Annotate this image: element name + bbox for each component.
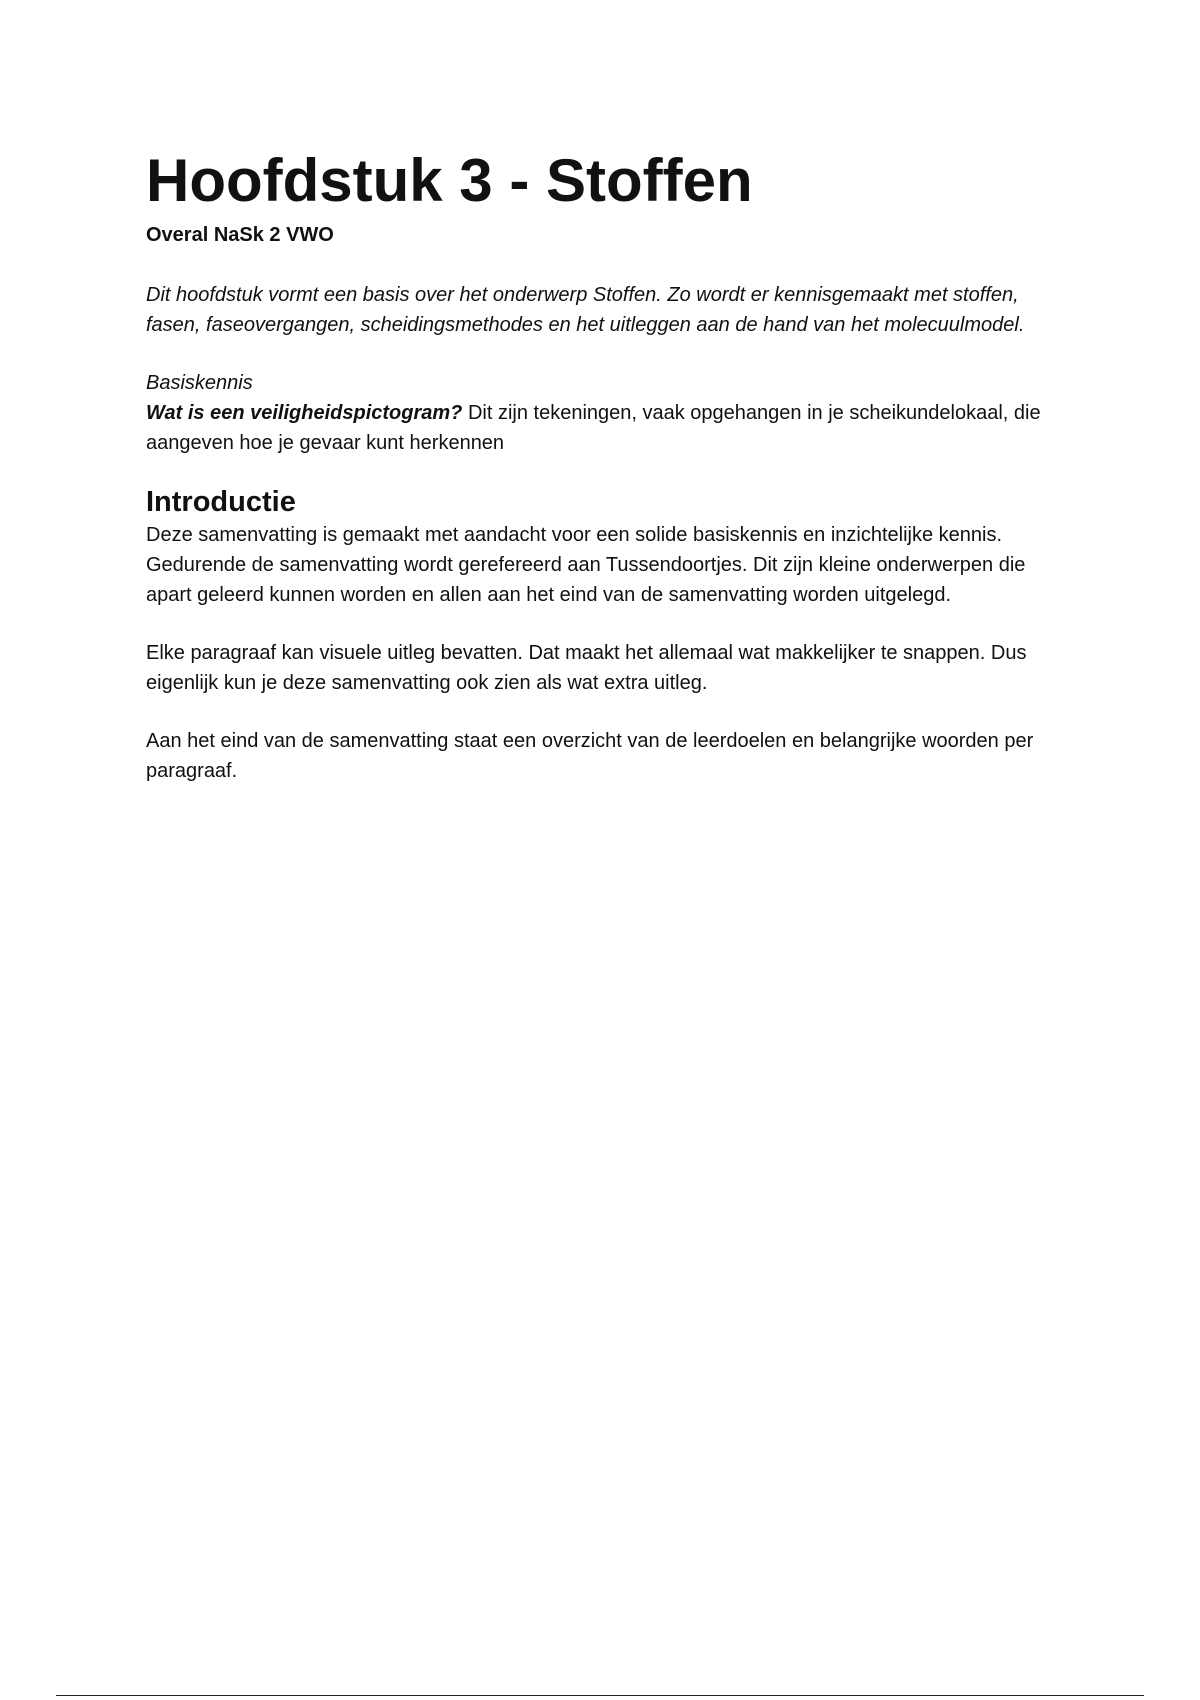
introductie-paragraph-1: Deze samenvatting is gemaakt met aandacht voor een solide basiskennis en inzichtelijke kennis. Gedurende de samenvatting wordt gerefereerd aan Tussendoortjes. Dit zijn kleine onderwerpen die apart geleerd kunnen worden en allen aan het eind van de samenvatting worden uitgelegd. xyxy=(146,524,1026,606)
chapter-intro: Dit hoofdstuk vormt een basis over het onderwerp Stoffen. Zo wordt er kennisgemaakt met stoffen, fasen, faseovergangen, scheidingsmethodes en het uitleggen aan de hand van het molecuulmodel. xyxy=(146,284,1025,336)
basiskennis-question-paragraph xyxy=(146,398,1056,458)
footer-divider xyxy=(56,1695,1144,1696)
document-title: Hoofdstuk 3 - Stoffen xyxy=(146,147,753,214)
introductie-paragraph-2: Elke paragraaf kan visuele uitleg bevatten. Dat maakt het allemaal wat makkelijker te snappen. Dus eigenlijk kun je deze samenvatting ook zien als wat extra uitleg. xyxy=(146,642,1027,694)
introductie-paragraph-3: Aan het eind van de samenvatting staat een overzicht van de leerdoelen en belangrijke woorden per paragraaf. xyxy=(146,730,1034,782)
document-subtitle: Overal NaSk 2 VWO xyxy=(146,224,334,246)
basiskennis-answer: Dit zijn tekeningen, vaak opgehangen in je scheikundelokaal, die aangeven hoe je gevaar kunt herkennen xyxy=(146,402,1041,454)
introductie-heading: Introductie xyxy=(146,486,296,518)
basiskennis-question: Wat is een veiligheidspictogram? xyxy=(146,402,463,424)
document-page xyxy=(146,148,1056,786)
basiskennis-label: Basiskennis xyxy=(146,372,253,394)
